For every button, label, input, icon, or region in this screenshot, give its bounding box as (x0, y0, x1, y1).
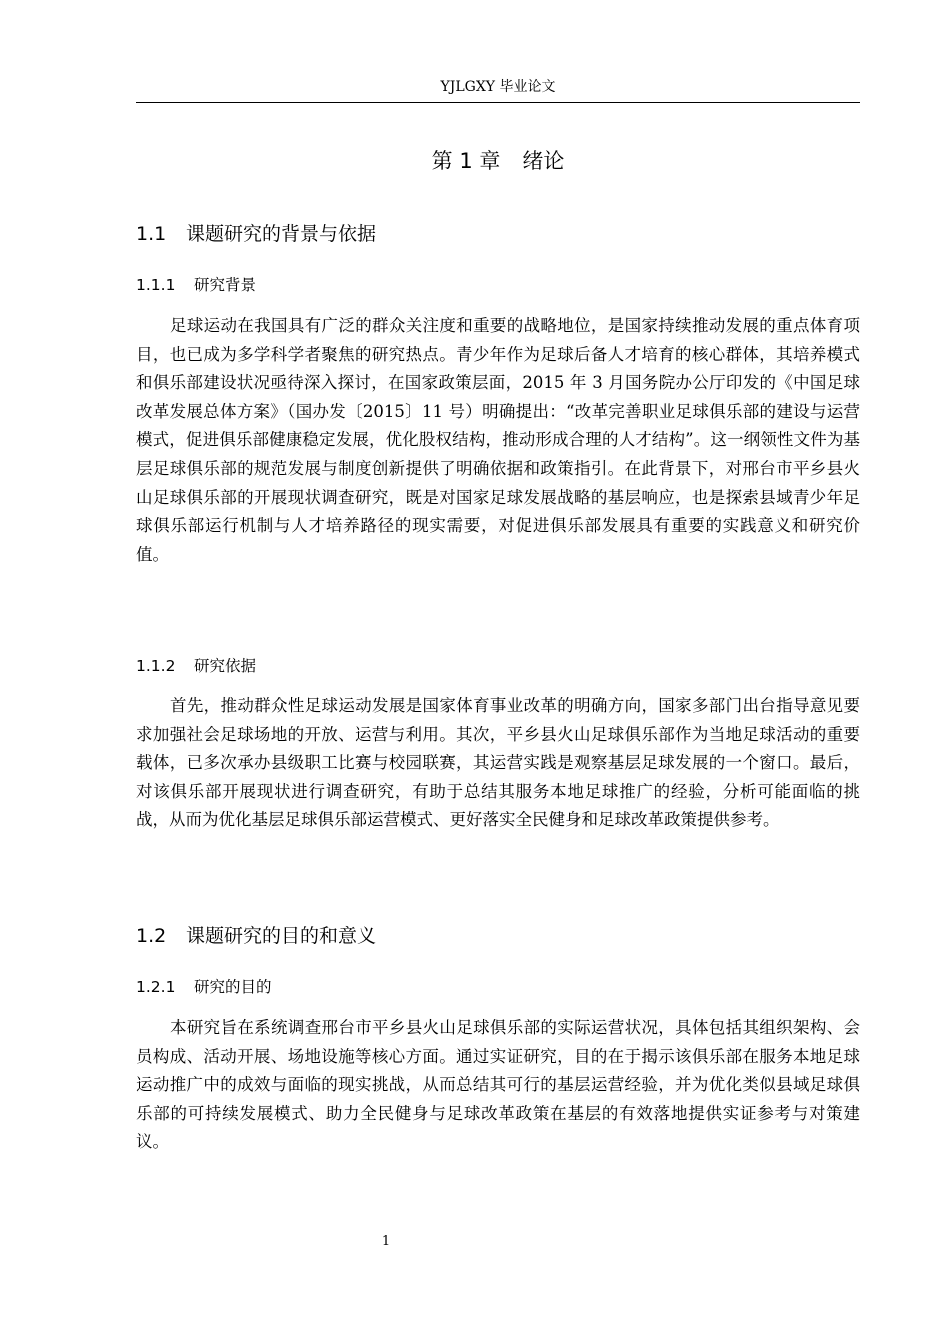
paragraph-research-basis: 首先，推动群众性足球运动发展是国家体育事业改革的明确方向，国家多部门出台指导意见要求加强社会足球场地的开放、运营与利用。其次，平乡县火山足球俱乐部作为当地足球活动的重要载体，已多次承办县级职工比赛与校园联赛，其运营实践是观察基层足球发展的一个窗口。最后，对该俱乐部开展现状进行调查研究，有助于总结其服务本地足球推广的经验，分析可能面临的挑战，从而为优化基层足球俱乐部运营模式、更好落实全民健身和足球改革政策提供参考。 (136, 696, 860, 830)
chapter-name: 绪论 (522, 149, 565, 173)
section-title: 课题研究的背景与依据 (186, 223, 377, 245)
chapter-number: 第 1 章 (431, 149, 501, 173)
section-title: 课题研究的目的和意义 (186, 925, 377, 947)
header-text: YJLGXY 毕业论文 (440, 79, 556, 95)
paragraph-research-purpose: 本研究旨在系统调查邢台市平乡县火山足球俱乐部的实际运营状况，具体包括其组织架构、会员构成、活动开展、场地设施等核心方面。通过实证研究，目的在于揭示该俱乐部在服务本地足球运动推广中的成效与面临的现实挑战，从而总结其可行的基层运营经验，并为优化类似县域足球俱乐部的可持续发展模式、助力全民健身与足球改革政策在基层的有效落地提供实证参考与对策建议。 (136, 1018, 860, 1152)
subsection-title: 研究依据 (194, 657, 257, 675)
subsection-number: 1.1.2 (136, 657, 176, 675)
subsection-title: 研究背景 (194, 276, 257, 294)
paragraph-research-background: 足球运动在我国具有广泛的群众关注度和重要的战略地位，是国家持续推动发展的重点体育项目，也已成为多学科学者聚焦的研究热点。青少年作为足球后备人才培育的核心群体，其培养模式和俱乐部建设状况亟待深入探讨，在国家政策层面，2015 年 3 月国务院办公厅印发的《中国足球改革发展总体方案》（国办发〔2015〕11 号）明确提出：“改革完善职业足球俱乐部的建设与运营模式，促进俱乐部健康稳定发展，优化股权结构，推动形成合理的人才结构”。这一纲领性文件为基层足球俱乐部的规范发展与制度创新提供了明确依据和政策指引。在此背景下，对邢台市平乡县火山足球俱乐部的开展现状调查研究，既是对国家足球发展战略的基层响应，也是探索县域青少年足球俱乐部运行机制与人才培养路径的现实需要，对促进俱乐部发展具有重要的实践意义和研究价值。 (136, 316, 860, 564)
subsection-heading-1-1-2 (136, 654, 256, 678)
chapter-title (136, 146, 860, 176)
subsection-number: 1.2.1 (136, 978, 176, 996)
subsection-number: 1.1.1 (136, 276, 176, 294)
section-heading-1-2 (136, 922, 376, 950)
subsection-heading-1-2-1 (136, 975, 272, 999)
section-number: 1.2 (136, 925, 167, 947)
section-number: 1.1 (136, 223, 167, 245)
page-header (136, 76, 860, 103)
page-number: 1 (381, 1234, 391, 1249)
page-footer (136, 1232, 636, 1252)
subsection-heading-1-1-1 (136, 273, 256, 297)
subsection-title: 研究的目的 (194, 978, 272, 996)
section-heading-1-1 (136, 220, 376, 248)
